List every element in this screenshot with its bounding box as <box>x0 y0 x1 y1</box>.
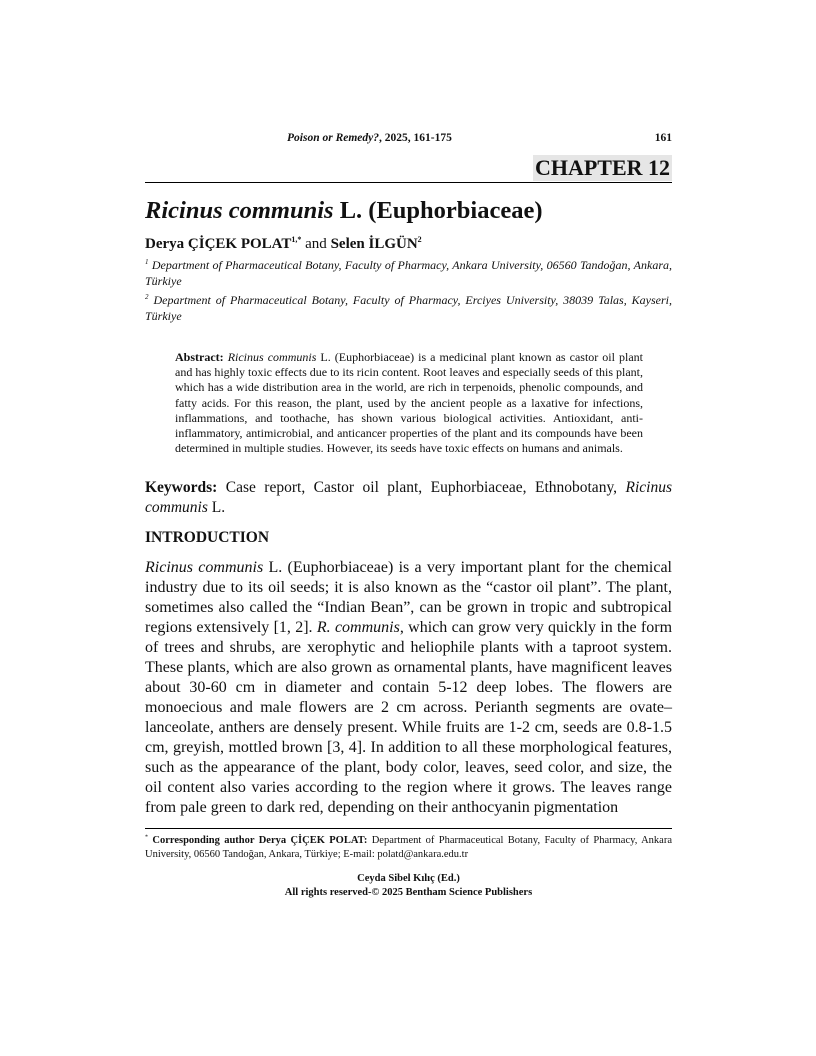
abstract-label: Abstract: <box>175 350 224 364</box>
title-rest: L. (Euphorbiaceae) <box>333 197 543 224</box>
page-footer <box>145 872 672 900</box>
species-abbrev: R. communis <box>316 619 400 637</box>
chapter-label: CHAPTER 12 <box>534 155 670 180</box>
keywords-species: Ricinus communis <box>145 479 672 517</box>
keywords-end: L. <box>207 499 226 517</box>
and-text: and <box>301 236 331 252</box>
footer-editor: Ceyda Sibel Kılıç (Ed.) <box>357 873 460 885</box>
abstract-species: Ricinus communis <box>223 350 317 364</box>
affiliation-sup: 1 <box>145 258 149 266</box>
introduction-paragraph <box>145 558 672 818</box>
divider <box>145 182 672 183</box>
author-1-sup: 1,* <box>291 235 302 244</box>
footnote-text: Department of Pharmaceutical Botany, Faculty of Pharmacy, Ankara University, 06560 Tandoğan, Ankara, Türkiye; E-mail: polatd@ankara.edu.tr <box>145 835 672 861</box>
journal-title: Poison or Remedy? <box>287 132 379 144</box>
author-2: Selen İLGÜN <box>330 236 418 252</box>
species-name: Ricinus communis <box>145 559 264 577</box>
keywords-text: Case report, Castor oil plant, Euphorbiaceae, Ethnobotany, <box>217 479 626 497</box>
keywords <box>145 478 672 518</box>
footnote <box>145 834 672 862</box>
abstract-text: L. (Euphorbiaceae) is a medicinal plant known as castor oil plant and has highly toxic effects due to its ricin content. Root leaves and especially seeds of this plant, which has a wide distribution area in the world, are rich in terpenoids, phenolic compounds, and fatty acids. For this reason, the plant, used by the ancient people as a laxative for infections, inflammations, and toothache, has shown various biological activities. Antioxidant, anti-inflammatory, antimicrobial, and anticancer properties of the plant and its compounds have been determined in multiple studies. However, its seeds have toxic effects on humans and animals. <box>175 350 644 456</box>
affiliation-sup: 2 <box>145 293 149 301</box>
running-header <box>145 131 672 146</box>
affiliation-1 <box>145 257 672 289</box>
footnote-sup: * <box>145 834 148 841</box>
paragraph-last-line: range from pale green to dark red, depending on their anthocyanin pigmentation <box>145 779 672 817</box>
page-number: 161 <box>654 132 672 144</box>
footnote-divider <box>145 828 672 829</box>
footnote-label: Corresponding author Derya ÇİÇEK POLAT: <box>148 835 368 847</box>
affiliation-text: Department of Pharmaceutical Botany, Faculty of Pharmacy, Erciyes University, 38039 Talas, Kayseri, Türkiye <box>145 293 672 323</box>
author-2-sup: 2 <box>417 235 422 244</box>
journal-details: , 2025, 161-175 <box>379 132 452 144</box>
title-species: Ricinus communis <box>145 197 334 224</box>
footer-rights: All rights reserved-© 2025 Bentham Science Publishers <box>284 887 533 899</box>
abstract <box>175 350 643 456</box>
author-1: Derya ÇİÇEK POLAT <box>145 236 292 252</box>
paragraph-text: L. (Euphorbiaceae) is a very important plant for the chemical industry due to its oil seeds; it is also known as the “castor oil plant”. The plant, sometimes also called the “Indian Bean”, can be grown in tropic and subtropical regions extensively [1, 2]. <box>145 559 673 637</box>
affiliation-text: Department of Pharmaceutical Botany, Faculty of Pharmacy, Ankara University, 06560 Tandoğan, Ankara, Türkiye <box>145 258 672 288</box>
page-title <box>145 196 672 226</box>
keywords-label: Keywords: <box>145 479 218 497</box>
affiliation-2 <box>145 292 672 324</box>
section-heading: INTRODUCTION <box>145 529 270 547</box>
paragraph-text: , which can grow very quickly in the form of trees and shrubs, are xerophytic and heliophile plants with a taproot system. These plants, which are also grown as ornamental plants, have magnificent leaves about 30-60 cm in diameter and contain 5-12 deep lobes. The flowers are monoecious and male flowers are 2 cm across. Perianth segments are ovate–lanceolate, anthers are densely present. While fruits are 1-2 cm, seeds are 0.8-1.5 cm, greyish, mottled brown [3, 4]. In addition to all these morphological features, such as the appearance of the plant, body color, leaves, seed color, and size, the oil content also varies according to the region where it grows. The leaves <box>145 619 673 797</box>
authors <box>145 234 672 254</box>
